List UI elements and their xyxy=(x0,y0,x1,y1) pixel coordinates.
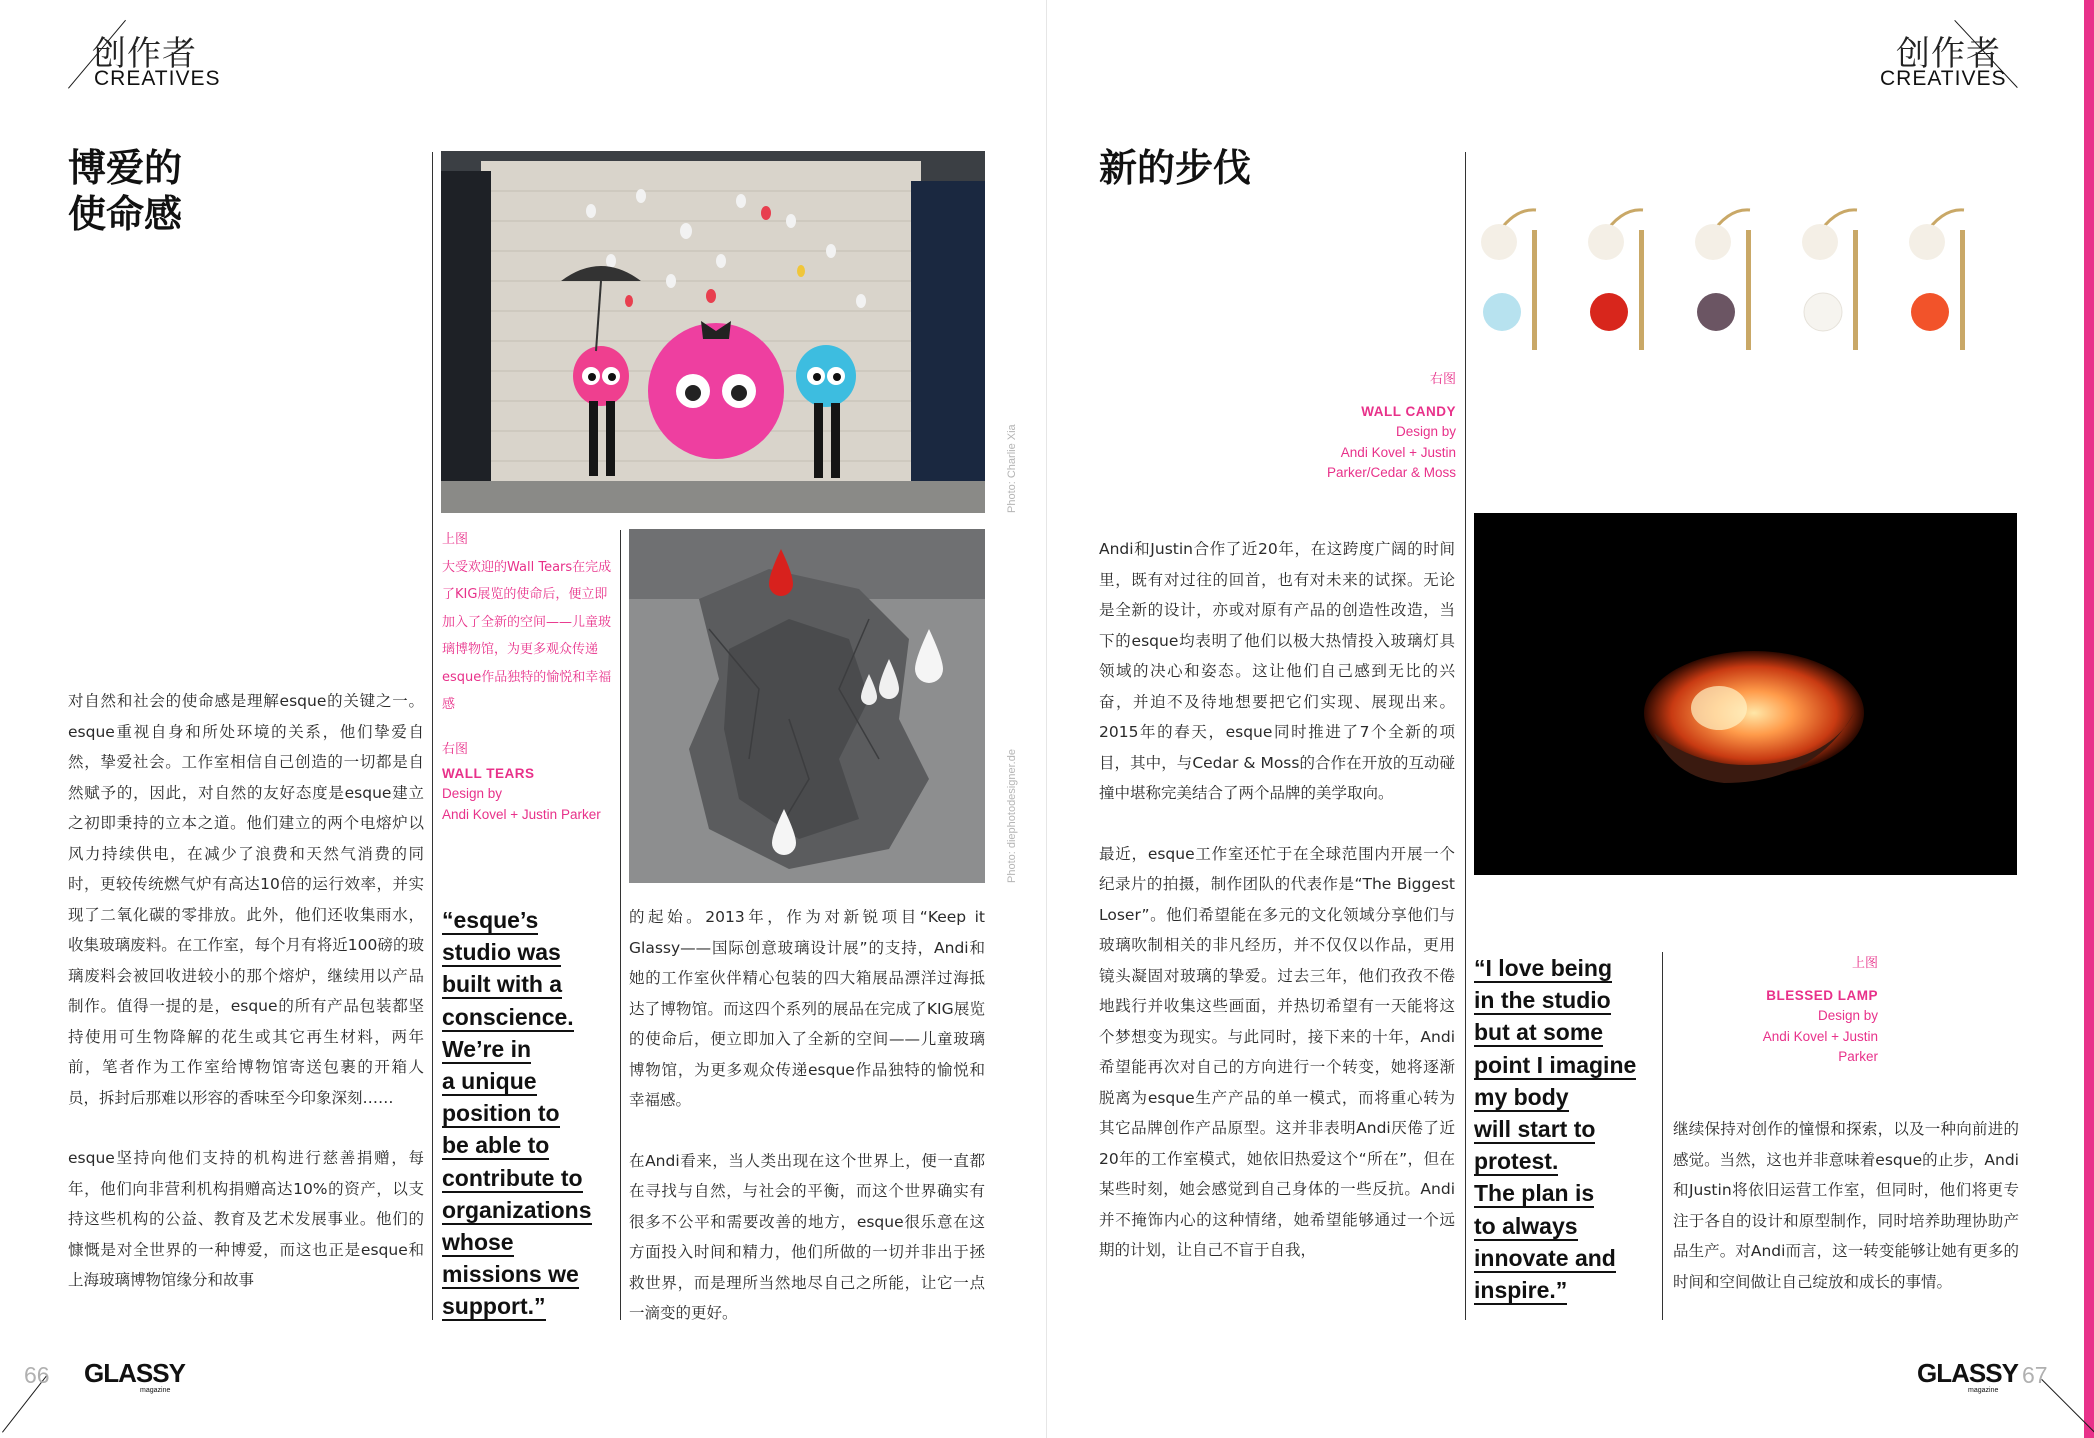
caption-design-by: Design by xyxy=(442,786,503,801)
headline: 博爱的 使命感 xyxy=(68,146,183,236)
caption-title: WALL TEARS xyxy=(442,765,535,781)
magenta-page-edge xyxy=(2084,0,2094,1438)
caption-designers: Parker/Cedar & Moss xyxy=(1326,465,1456,480)
pull-quote xyxy=(442,904,622,1323)
pull-quote-line: my body xyxy=(1474,1083,1569,1110)
caption-designers: Andi Kovel + Justin xyxy=(1762,1028,1878,1044)
photo-blessed-lamp xyxy=(1474,513,2017,875)
body-paragraph: 的起始。2013年，作为对新锐项目“Keep it Glassy——国际创意玻璃设计展”的支持，Andi和她的工作室伙伴精心包装的四大箱展品漂洋过海抵达了博物馆。而这四个系列的展品在完成了KIG展览的使命后，便立即加入了全新的空间——儿童玻璃博物馆，为更多观众传递esque作品独特的愉悦和幸福感。 xyxy=(629,908,985,1109)
caption-position-label: 右图 xyxy=(442,742,469,757)
pull-quote-line: We’re in xyxy=(442,1035,532,1062)
pull-quote xyxy=(1474,952,1659,1306)
body-paragraph: 在Andi看来，当人类出现在这个世界上，便一直都在寻找与自然，与社会的平衡，而这个世界确实有很多不公平和需要改善的地方，esque很乐意在这方面投入时间和精力，他们所做的一切并非出于拯救世界，而是理所当然地尽自己之所能，让它一点一滴变的更好。 xyxy=(629,1151,985,1322)
body-paragraph: esque坚持向他们支持的机构进行慈善捐赠，每年，他们向非营利机构捐赠高达10%的资产，以支持这些机构的公益、教育及艺术发展事业。他们的慷慨是对全世界的一种博爱，而这也正是esque和上海玻璃博物馆缘分和故事 xyxy=(68,1149,424,1289)
pull-quote-line: be able to xyxy=(442,1132,550,1159)
caption-designers: Parker xyxy=(1838,1049,1878,1064)
pull-quote-line: organizations xyxy=(442,1196,592,1223)
pull-quote-line: “I love being xyxy=(1474,955,1613,981)
photo-wall-tears-concrete xyxy=(629,529,985,883)
caption-blessed-lamp xyxy=(1670,950,1878,1068)
body-paragraph: 继续保持对创作的憧憬和探索，以及一种向前进的感觉。当然，这也并非意味着esque的止步，Andi和Justin将依旧运营工作室，但同时，他们将更专注于各自的设计和原型制作，同时培养助理协助产品生产。对Andi而言，这一转变能够让她有更多的时间和空间做让自己绽放和成长的事情。 xyxy=(1673,1120,2019,1291)
section-label-en: CREATIVES xyxy=(1880,67,2007,90)
pull-quote-line: position to xyxy=(442,1100,560,1127)
column-rule xyxy=(1662,952,1663,1320)
spread-gutter xyxy=(1046,0,1047,1438)
body-column-right-3 xyxy=(1673,1114,2019,1327)
photo-wall-candy-lamps xyxy=(1474,200,2022,360)
photo-credit-bottom: Photo: diephotodesigner.de xyxy=(1006,749,1018,883)
page-number-right: 67 xyxy=(2022,1362,2048,1388)
body-column-1 xyxy=(68,686,424,1326)
pull-quote-line: built with a xyxy=(442,971,563,998)
pull-quote-line: contribute to xyxy=(442,1164,583,1191)
column-rule xyxy=(432,152,433,1320)
pull-quote-line: point I imagine xyxy=(1474,1051,1637,1078)
column-rule xyxy=(620,530,621,1320)
pull-quote-line: inspire.” xyxy=(1474,1277,1568,1304)
section-label-zh: 创作者 xyxy=(92,34,197,74)
pull-quote-line: to always xyxy=(1474,1212,1578,1239)
photo-wall-tears-svg xyxy=(441,151,985,513)
pull-quote-line: “esque’s xyxy=(442,907,539,933)
body-column-right-1 xyxy=(1099,534,1455,1296)
body-paragraph: Andi和Justin合作了近20年，在这跨度广阔的时间里，既有对过往的回首，也有对未来的试探。无论是全新的设计，亦或对原有产品的创造性改造，当下的esque均表明了他们以极大热情投入玻璃灯具领域的决心和姿态。这让他们自己感到无比的兴奋，并迫不及待地想要把它们实现、展现出来。2015年的春天，esque同时推进了7个全新的项目，其中，与Cedar & Moss的合作在开放的互动碰撞中堪称完美结合了两个品牌的美学取向。 xyxy=(1099,540,1455,802)
page-number-left: 66 xyxy=(24,1362,50,1388)
pull-quote-line: missions we xyxy=(442,1261,579,1288)
pull-quote-line: whose xyxy=(442,1229,514,1256)
column-rule xyxy=(1465,152,1466,1320)
caption-position-label: 上图 xyxy=(1851,956,1878,971)
body-paragraph: 最近，esque工作室还忙于在全球范围内开展一个纪录片的拍摄，制作团队的代表作是“The Biggest Loser”。他们希望能在多元的文化领域分享他们与玻璃吹制相关的非凡经历，并不仅仅以作品，更用镜头凝固对玻璃的挚爱。过去三年，他们孜孜不倦地践行并收集这些画面，并热切希望有一天能将这个梦想变为现实。与此同时，接下来的十年，Andi希望能再次对自己的方向进行一个转变，她将逐渐脱离为esque生产产品的单一模式，而将重心转为其它品牌创作产品原型。这并非表明Andi厌倦了近20年的工作室模式，她依旧热爱这个“所在”，但在某些时刻，她会感觉到自己身体的一些反抗。Andi并不掩饰内心的这种情绪，她希望能够通过一个远期的计划，让自己不盲于自我， xyxy=(1099,844,1455,1259)
magazine-logo-left: GLASSY xyxy=(84,1358,185,1388)
pull-quote-line: but at some xyxy=(1474,1019,1604,1046)
section-label-zh: 创作者 xyxy=(1896,34,2001,74)
pull-quote-line: in the studio xyxy=(1474,987,1611,1014)
photo-wall-candy-svg xyxy=(1474,200,2022,360)
pull-quote-line: a unique xyxy=(442,1068,537,1095)
pull-quote-line: will start to xyxy=(1474,1116,1596,1143)
magazine-logo-sub-right: magazine xyxy=(1968,1387,1999,1394)
pull-quote-line: support.” xyxy=(442,1293,546,1320)
caption-wall-candy xyxy=(1250,366,1456,484)
caption-title: BLESSED LAMP xyxy=(1766,987,1878,1003)
caption-text: 大受欢迎的Wall Tears在完成了KIG展览的使命后，便立即加入了全新的空间——儿童玻璃博物馆，为更多观众传递esque作品独特的愉悦和幸福感 xyxy=(442,559,612,712)
caption-design-by: Design by xyxy=(1395,424,1456,439)
caption-top xyxy=(442,526,612,719)
caption-designers: Andi Kovel + Justin Parker xyxy=(442,806,601,822)
photo-wall-tears-installation xyxy=(441,151,985,513)
pull-quote-line: conscience. xyxy=(442,1003,574,1030)
magazine-logo-right: GLASSY xyxy=(1917,1358,2018,1388)
caption-position-label: 上图 xyxy=(442,532,469,547)
photo-credit-top: Photo: Charlie Xia xyxy=(1006,424,1018,513)
section-label-en: CREATIVES xyxy=(94,67,221,90)
headline: 新的步伐 xyxy=(1099,146,1252,190)
caption-designers: Andi Kovel + Justin xyxy=(1340,444,1456,460)
body-paragraph: 对自然和社会的使命感是理解esque的关键之一。esque重视自身和所处环境的关系，他们挚爱自然，挚爱社会。工作室相信自己创造的一切都是自然赋予的，因此，对自然的友好态度是esque建立之初即秉持的立本之道。他们建立的两个电熔炉以风力持续供电，在减少了浪费和天然气消费的同时，更较传统燃气炉有高达10倍的运行效率，并实现了二氧化碳的零排放。此外，他们还收集雨水，收集玻璃废料。在工作室，每个月有将近100磅的玻璃废料会被回收进较小的那个熔炉，继续用以产品制作。值得一提的是，esque的所有产品包装都坚持使用可生物降解的花生或其它再生材料，两年前，笔者作为工作室给博物馆寄送包裹的开箱人员，拆封后那难以形容的香味至今印象深刻…… xyxy=(68,692,424,1107)
pull-quote-line: studio was xyxy=(442,939,561,966)
pull-quote-line: protest. xyxy=(1474,1148,1559,1175)
pull-quote-line: innovate and xyxy=(1474,1244,1616,1271)
photo-blessed-lamp-svg xyxy=(1474,513,2017,875)
caption-title: WALL CANDY xyxy=(1361,403,1456,419)
photo-concrete-svg xyxy=(629,529,985,883)
body-column-3 xyxy=(629,902,985,1359)
caption-wall-tears xyxy=(442,736,612,825)
caption-design-by: Design by xyxy=(1817,1008,1878,1023)
magazine-logo-sub-left: magazine xyxy=(140,1387,171,1394)
pull-quote-line: The plan is xyxy=(1474,1180,1595,1207)
caption-position-label: 右图 xyxy=(1429,372,1456,387)
